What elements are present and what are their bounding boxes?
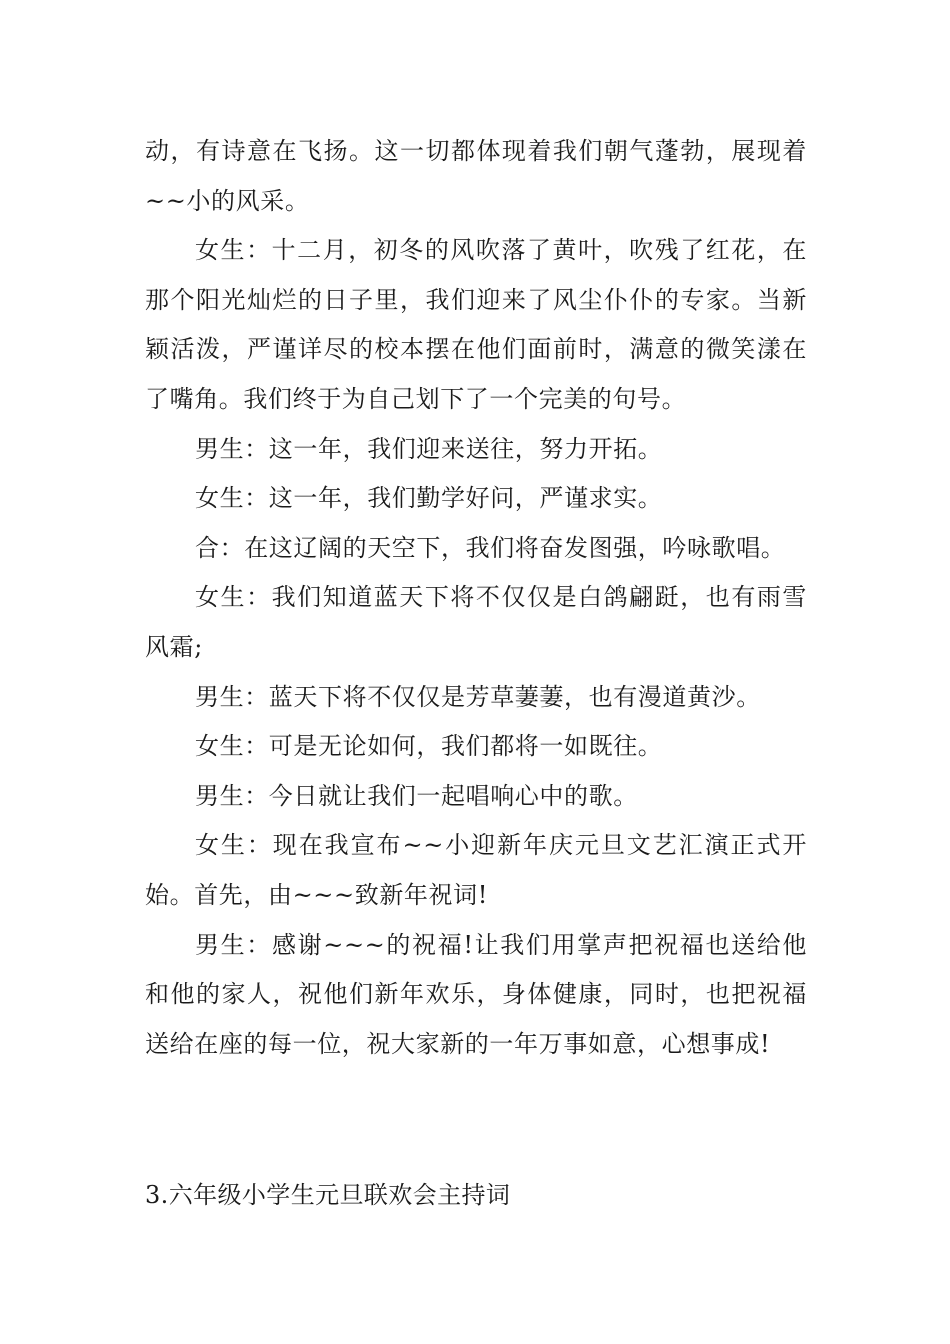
paragraph: 男生：蓝天下将不仅仅是芳草萋萋，也有漫道黄沙。 [195,682,761,711]
paragraph: 男生：感谢~~~的祝福!让我们用掌声把祝福也送给他和他的家人，祝他们新年欢乐，身体健康，同时，也把祝福送给在座的每一位，祝大家新的一年万事如意，心想事成! [145,930,807,1058]
paragraph: 动，有诗意在飞扬。这一切都体现着我们朝气蓬勃，展现着~~小的风采。 [145,137,807,215]
paragraph: 男生：今日就让我们一起唱响心中的歌。 [195,781,638,810]
paragraph: 女生：现在我宣布~~小迎新年庆元旦文艺汇演正式开始。首先，由~~~致新年祝词! [145,831,807,909]
section-heading: 3.六年级小学生元旦联欢会主持词 [145,1181,511,1209]
paragraph: 女生：可是无论如何，我们都将一如既往。 [195,732,663,761]
paragraph: 男生：这一年，我们迎来送往，努力开拓。 [195,434,663,463]
paragraph: 合：在这辽阔的天空下，我们将奋发图强，吟咏歌唱。 [195,533,786,562]
paragraph: 女生：十二月，初冬的风吹落了黄叶，吹残了红花，在那个阳光灿烂的日子里，我们迎来了风尘仆仆的专家。当新颖活泼，严谨详尽的校本摆在他们面前时，满意的微笑漾在了嘴角。我们终于为自己划下了一个完美的句号。 [145,236,807,413]
paragraph: 女生：这一年，我们勤学好问，严谨求实。 [195,484,663,513]
document-body [145,127,807,1069]
paragraph: 女生：我们知道蓝天下将不仅仅是白鸽翩跹，也有雨雪风霜; [145,583,807,661]
